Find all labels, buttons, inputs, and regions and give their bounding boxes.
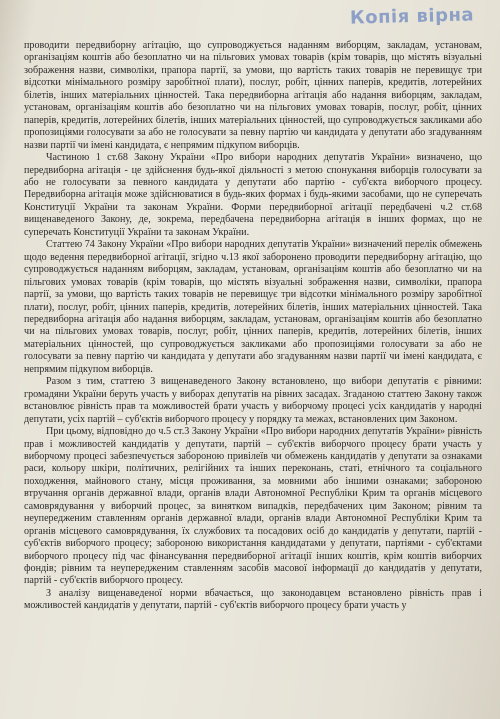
paragraph-5: При цьому, відповідно до ч.5 ст.3 Закону України «Про вибори народних депутатів України» рівність прав і можливостей кандидатів у депутати, партій – суб'єктів виборчого процесу брати участь у виборчому процесі забезпечується забороною привілеїв чи обмежень кандидатів у депутати за ознаками раси, кольору шкіри, політичних, релігійних та інших переконань, статі, етнічного та соціального походження, майнового стану, місця проживання, за мовними або іншими ознаками; забороною втручання органів державної влади, органів влади Автономної Республіки Крим та органів місцевого самоврядування у виборчий процес, за винятком випадків, передбачених цим Законом; рівним та неупередженим ставленням органів державної влади, органів влади Автономної Республіки Крим та органів місцевого самоврядування, їх службових та посадових осіб до кандидатів у депутати, партій - суб'єктів виборчого процесу; забороною використання кандидатами у депутати, партіями - суб'єктами виборчого процесу під час фінансування передвиборної агітації інших коштів, крім коштів виборчих фондів; рівним та неупередженим ставленням засобів масової інформації до кандидатів у депутати, партій - суб'єктів виборчого процесу.: [24, 426, 482, 587]
paragraph-2: Частиною 1 ст.68 Закону України «Про вибори народних депутатів України» визначено, що передвиборна агітація - це здійснення будь-якої діяльності з метою спонукання виборців голосувати за або не голосувати за певного кандидата у депутати або партію - суб'єкта виборчого процесу. Передвиборна агітація може здійснюватися в будь-яких формах і будь-якими засобами, що не суперечать Конституції України та законам України. Форми передвиборної агітації передбачені ч.2 ст.68 вищенаведеного Закону, де, зокрема, передбачена передвиборна агітація в інших формах, що не суперечать Конституції України та законам України.: [24, 152, 482, 238]
copy-stamp: Копія вірна: [349, 4, 475, 29]
body-text: [24, 40, 482, 613]
paragraph-4: Разом з тим, статтею 3 вищенаведеного Закону встановлено, що вибори депутатів є рівними: громадяни України беруть участь у виборах депутатів на рівних засадах. Згаданою статтею Закону також встановлює рівність прав та можливостей брати участь у виборчому процесі усіх кандидатів у народні депутати, усіх партій – суб'єктів виборчого процесу у порядку та межах, встановлених цим Законом.: [24, 376, 482, 425]
paragraph-6: З аналізу вищенаведеної норми вбачається, що законодавцем встановлено рівність прав і можливостей кандидатів у депутати, партій - суб'єктів виборчого процесу брати участь у: [24, 587, 482, 612]
paragraph-3: Статтею 74 Закону України «Про вибори народних депутатів України» визначений перелік обмежень щодо ведення передвиборної агітації, згідно ч.13 якої заборонено проводити передвиборну агітацію, що супроводжується наданням виборцям, закладам, установам, організаціям коштів або безоплатно чи на пільгових умовах товарів (крім товарів, що містять візуальні зображення назви, символіки, прапора партії, за умови, що вартість таких товарів не перевищує три відсотки мінімального розміру заробітної плати), послуг, робіт, цінних паперів, кредитів, лотерейних білетів, інших матеріальних цінностей. Така передвиборна агітація або надання виборцям, закладам, установам, організаціям коштів або безоплатно чи на пільгових умовах товарів, послуг, робіт, цінних паперів, кредитів, лотерейних білетів, інших матеріальних цінностей, що супроводжується закликами або пропозиціями голосувати за або не голосувати за певну партію чи кандидата у депутати або згадуванням назви партії чи імені кандидата, є непрямим підкупом виборців.: [24, 239, 482, 375]
paragraph-1: проводити передвиборну агітацію, що супроводжується наданням виборцям, закладам, установам, організаціям коштів або безоплатно чи на пільгових умовах товарів (крім товарів, що містять візуальні зображення назви, символіки, прапора партії, за умови, що вартість таких товарів не перевищує три відсотки мінімального розміру заробітної плати), послуг, робіт, цінних паперів, кредитів, лотерейних білетів, інших матеріальних цінностей. Така передвиборна агітація або надання виборцям, закладам, установам, організаціям коштів або безоплатно чи на пільгових умовах товарів, послуг, робіт, цінних паперів, кредитів, лотерейних білетів, інших матеріальних цінностей, що супроводжується закликами або пропозиціями голосувати за або не голосувати за певну партію чи кандидата у депутати або згадуванням назви партії чи імені кандидата, є непрямим підкупом виборців.: [24, 40, 482, 151]
